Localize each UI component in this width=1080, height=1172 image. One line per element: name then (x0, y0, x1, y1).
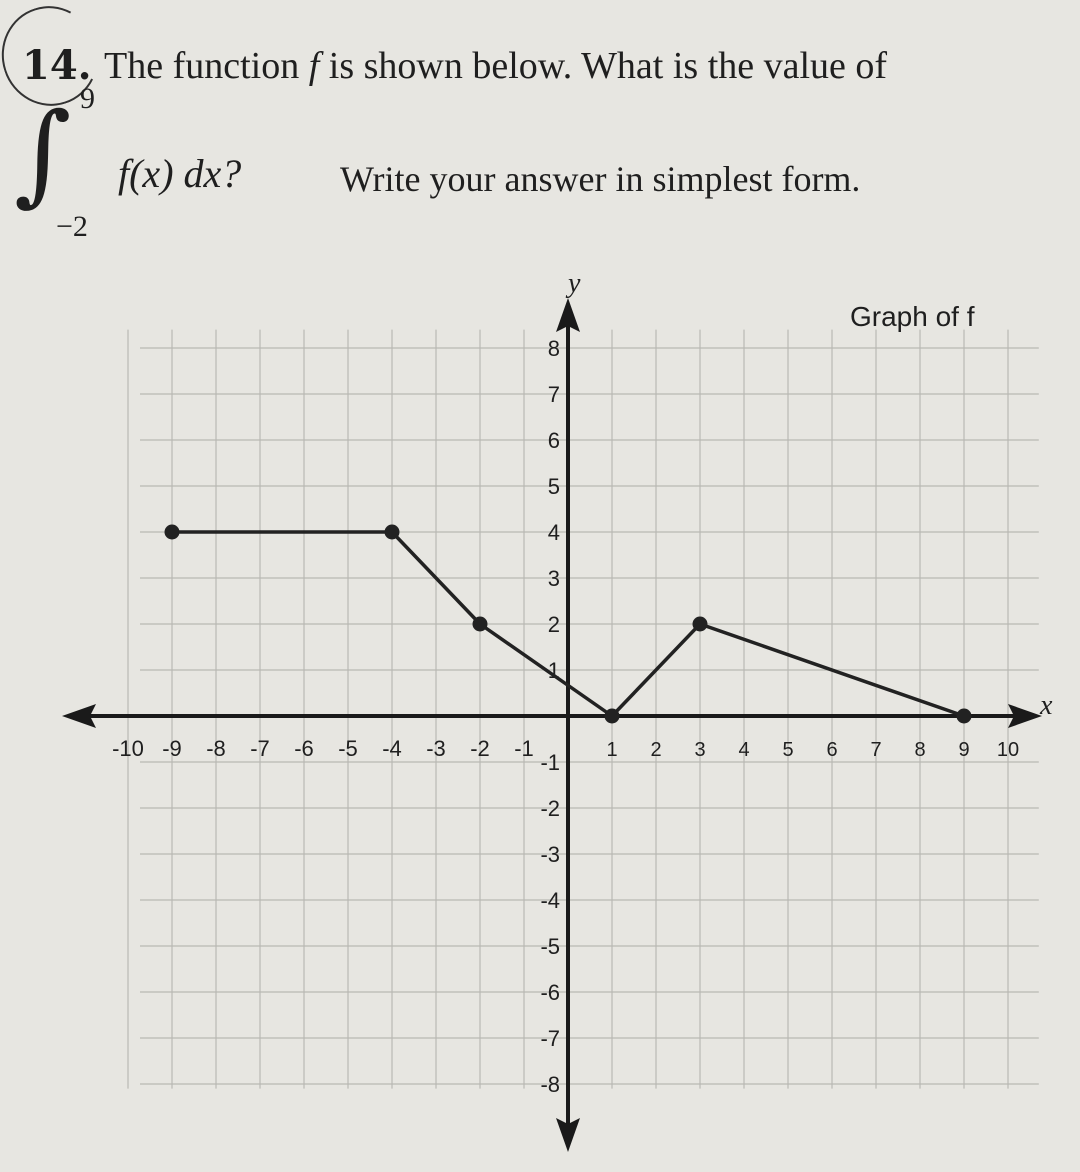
x-tick-label: -1 (514, 736, 534, 761)
grid (128, 330, 1039, 1089)
question-text-before: The function (104, 45, 300, 87)
y-axis-label: y (568, 270, 581, 299)
y-tick-label: 3 (547, 566, 560, 591)
axes (62, 298, 1042, 1152)
instruction: Write your answer in simplest form. (340, 159, 861, 199)
question-number: 14. (22, 42, 92, 89)
x-tick-label: 1 (606, 739, 618, 761)
y-tick-label: -7 (540, 1026, 560, 1051)
x-tick-label: 4 (738, 739, 750, 761)
integral-lower-limit: −2 (56, 210, 88, 243)
y-tick-label: 6 (547, 428, 560, 453)
x-tick-label: 6 (826, 739, 838, 761)
y-tick-label: 4 (547, 520, 560, 545)
integral-sign: ∫ (14, 89, 72, 217)
x-tick-label: -3 (426, 736, 446, 761)
x-tick-label: 5 (782, 739, 794, 761)
x-axis-label: x (1040, 690, 1053, 721)
question-text-after: is shown below. What is the value of (328, 45, 888, 87)
x-tick-label: -10 (112, 736, 144, 761)
x-tick-label: -5 (338, 736, 358, 761)
x-tick-label: 8 (914, 739, 926, 761)
y-tick-label: 5 (547, 474, 560, 499)
function-symbol: f (308, 45, 320, 87)
y-tick-label: -1 (540, 750, 560, 775)
x-tick-label: -2 (470, 736, 490, 761)
x-tick-label: 10 (996, 739, 1020, 761)
chart-title: Graph of f (850, 301, 975, 332)
data-point (385, 525, 400, 540)
integral-upper-limit: 9 (80, 82, 95, 115)
y-tick-label: 7 (547, 382, 560, 407)
x-tick-label: 7 (870, 739, 882, 761)
x-tick-label: -6 (294, 736, 314, 761)
integrand: f(x) dx? (118, 151, 242, 196)
x-tick-label: 3 (694, 739, 706, 761)
y-tick-label: -6 (540, 980, 560, 1005)
x-tick-label: 2 (650, 739, 662, 761)
y-tick-label: 1 (547, 658, 560, 683)
y-tick-label: 2 (547, 612, 560, 637)
graph-of-f (0, 270, 1080, 1172)
data-point (473, 617, 488, 632)
y-tick-label: -4 (540, 888, 560, 913)
data-point (957, 709, 972, 724)
y-tick-label: -5 (540, 934, 560, 959)
question (0, 0, 1080, 270)
x-tick-label: -4 (382, 736, 402, 761)
x-tick-label: -7 (250, 736, 270, 761)
x-tick-label: 9 (958, 739, 970, 761)
question-line-1 (104, 44, 887, 88)
y-tick-label: -2 (540, 796, 560, 821)
data-point (605, 709, 620, 724)
x-tick-label: -8 (206, 736, 226, 761)
x-tick-label: -9 (162, 736, 182, 761)
y-tick-label: 8 (547, 336, 560, 361)
y-tick-label: -3 (540, 842, 560, 867)
y-tick-label: -8 (540, 1072, 560, 1097)
data-point (165, 525, 180, 540)
data-point (693, 617, 708, 632)
